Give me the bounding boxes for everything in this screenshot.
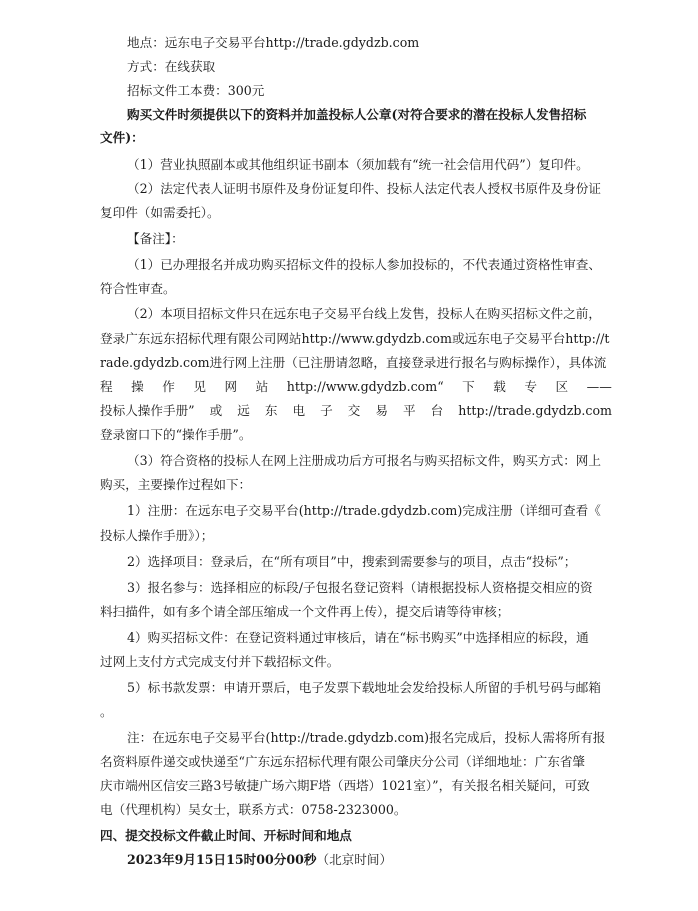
step-4-buy-documents-cont: 过网上支付方式完成支付并下载招标文件。 bbox=[100, 654, 340, 669]
remark-3: （3）符合资格的投标人在网上注册成功后方可报名与购买招标文件，购买方式：网上 bbox=[127, 453, 601, 468]
step-3-sign-up: 3）报名参与：选择相应的标段/子包报名登记资料（请根据投标人资格提交相应的资 bbox=[127, 580, 593, 595]
purchase-location-line: 地点：远东电子交易平台http://trade.gdydzb.com bbox=[127, 35, 420, 50]
justified-segment: —— bbox=[586, 379, 612, 394]
justified-segment: 子 bbox=[320, 403, 333, 418]
justified-segment: 远 bbox=[237, 403, 250, 418]
remark-2-cont-2: rade.gdydzb.com进行网上注册（已注册请忽略，直接登录进行报名与购标操作），具体流 bbox=[100, 355, 607, 370]
deadline-datetime: 2023年9月15日15时00分00秒 bbox=[127, 852, 317, 867]
justified-segment: 专 bbox=[524, 379, 538, 394]
remark-2-cont-4 bbox=[100, 403, 612, 419]
required-materials-heading-cont: 文件)： bbox=[100, 130, 144, 145]
justified-segment: 或 bbox=[209, 403, 223, 418]
remark-3-cont: 购买，主要操作过程如下： bbox=[100, 477, 252, 492]
step-4-buy-documents: 4）购买招标文件：在登记资料通过审核后，请在“标书购买”中选择相应的标段，通 bbox=[127, 630, 589, 645]
justified-segment: 区 bbox=[555, 379, 569, 394]
justified-segment: 电 bbox=[292, 403, 306, 418]
step-5-invoice-cont: 。 bbox=[100, 704, 113, 719]
deadline-line bbox=[127, 852, 392, 868]
deadline-timezone: （北京时间） bbox=[316, 852, 393, 867]
justified-segment: 载 bbox=[493, 379, 506, 394]
remark-2-cont-3 bbox=[100, 379, 612, 395]
note-line-1: 注：在远东电子交易平台(http://trade.gdydzb.com)报名完成后，投标人需将所有报 bbox=[127, 730, 606, 745]
justified-segment: 易 bbox=[375, 403, 388, 418]
material-item-2-cont: 复印件（如需委托）。 bbox=[100, 205, 220, 220]
justified-segment: 下 bbox=[462, 379, 475, 394]
remark-1-cont: 符合性审查。 bbox=[100, 281, 176, 296]
justified-segment: http://www.gdydzb.com“ bbox=[286, 379, 444, 394]
justified-segment: http://trade.gdydzb.com bbox=[458, 403, 612, 418]
step-1-register: 1）注册：在远东电子交易平台(http://trade.gdydzb.com)完成注册（详细可查看《 bbox=[127, 503, 601, 518]
required-materials-heading: 购买文件时须提供以下的资料并加盖投标人公章(对符合要求的潜在投标人发售招标 bbox=[127, 107, 587, 122]
justified-segment: 见 bbox=[193, 379, 206, 394]
purchase-method-line: 方式：在线获取 bbox=[127, 59, 216, 74]
note-line-3: 庆市端州区信安三路3号敏捷广场六期F塔（西塔）1021室）”，有关报名相关疑问，可致 bbox=[100, 778, 590, 793]
section-4-heading: 四、提交投标文件截止时间、开标时间和地点 bbox=[100, 828, 352, 843]
justified-segment: 站 bbox=[255, 379, 269, 394]
justified-segment: 作 bbox=[162, 379, 175, 394]
remark-2-cont-5: 登录窗口下的“操作手册”。 bbox=[100, 427, 252, 442]
justified-segment: 平 bbox=[403, 403, 416, 418]
note-line-2: 名资料原件递交或快递至“广东远东招标代理有限公司肇庆分公司（详细地址：广东省肇 bbox=[100, 754, 586, 769]
justified-segment: 操 bbox=[131, 379, 144, 394]
material-item-1: （1）营业执照副本或其他组织证书副本（须加载有“统一社会信用代码”）复印件。 bbox=[127, 157, 589, 172]
justified-segment: 台 bbox=[430, 403, 444, 418]
remark-2-cont-1: 登录广东远东招标代理有限公司网站http://www.gdydzb.com或远东电子交易平台http://t bbox=[100, 331, 610, 346]
remarks-heading: 【备注】： bbox=[127, 231, 184, 246]
remark-2: （2）本项目招标文件只在远东电子交易平台线上发售，投标人在购买招标文件之前， bbox=[127, 306, 601, 321]
step-3-sign-up-cont: 料扫描件，如有多个请全部压缩成一个文件再上传），提交后请等待审核； bbox=[100, 604, 510, 619]
step-5-invoice: 5）标书款发票：申请开票后，电子发票下载地址会发给投标人所留的手机号码与邮箱 bbox=[127, 680, 601, 695]
note-line-4: 电（代理机构）吴女士，联系方式：0758-2323000。 bbox=[100, 802, 407, 817]
justified-segment: 交 bbox=[347, 403, 361, 418]
remark-1: （1）已办理报名并成功购买招标文件的投标人参加投标的，不代表通过资格性审查、 bbox=[127, 257, 601, 272]
justified-segment: 东 bbox=[264, 403, 278, 418]
step-2-select-project: 2）选择项目：登录后，在“所有项目”中，搜索到需要参与的项目，点击“投标”； bbox=[127, 554, 577, 569]
justified-segment: 网 bbox=[224, 379, 238, 394]
document-fee-line: 招标文件工本费：300元 bbox=[127, 83, 265, 98]
justified-segment: 投标人操作手册” bbox=[100, 403, 195, 418]
material-item-2: （2）法定代表人证明书原件及身份证复印件、投标人法定代表人授权书原件及身份证 bbox=[127, 181, 601, 196]
step-1-register-cont: 投标人操作手册》）； bbox=[100, 528, 214, 543]
justified-segment: 程 bbox=[100, 379, 113, 394]
